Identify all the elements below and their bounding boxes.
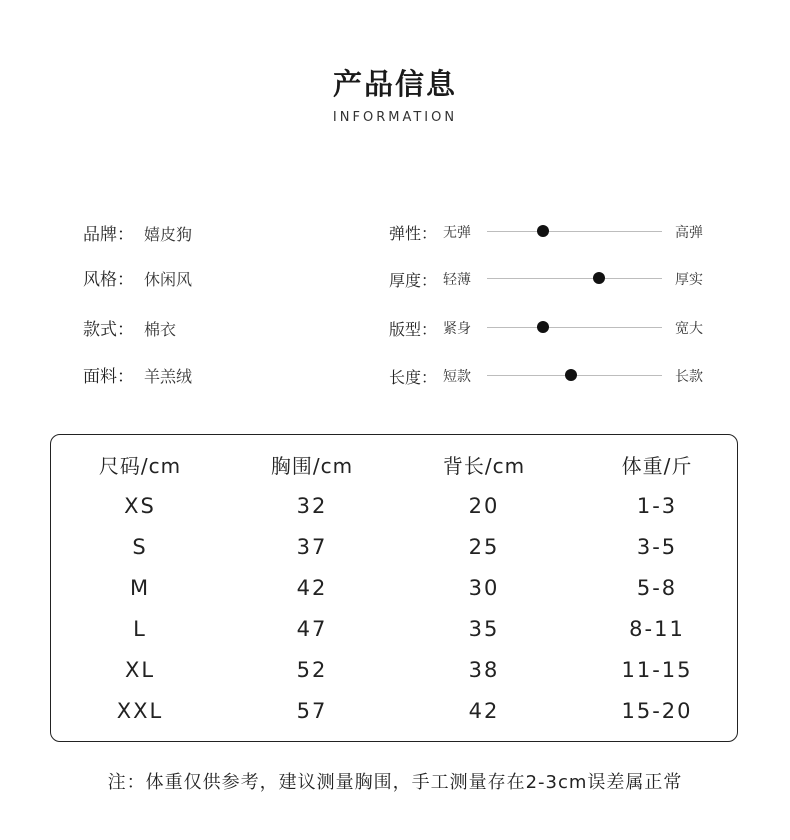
scale-label: 版型： <box>389 320 438 339</box>
table-cell: 57 <box>296 698 328 723</box>
attribute-fabric <box>83 362 192 387</box>
scale-elasticity <box>389 218 719 244</box>
table-cell: S <box>132 534 148 559</box>
table-row <box>54 485 744 526</box>
attribute-key: 风格： <box>83 270 134 290</box>
table-row <box>54 567 744 608</box>
page-title: 产品信息 <box>332 67 457 101</box>
scale-label: 弹性： <box>389 224 438 243</box>
attribute-key: 品牌： <box>83 225 134 245</box>
scale-track <box>487 278 662 279</box>
attribute-type <box>83 315 176 340</box>
attribute-key: 款式： <box>83 320 134 340</box>
table-cell: XXL <box>116 698 164 723</box>
table-row <box>54 608 744 649</box>
scale-high-label: 厚实 <box>675 272 703 288</box>
table-cell: 3-5 <box>636 534 678 559</box>
scale-high-label: 高弹 <box>675 225 703 241</box>
table-cell: 35 <box>468 616 500 641</box>
column-header: 胸围/cm <box>270 454 354 478</box>
scale-marker <box>565 369 577 381</box>
table-row <box>54 690 744 731</box>
table-cell: 5-8 <box>636 575 678 600</box>
scale-label: 厚度： <box>389 271 438 290</box>
table-cell: 42 <box>468 698 500 723</box>
table-cell: 15-20 <box>621 698 693 723</box>
table-cell: 30 <box>468 575 500 600</box>
scale-high-label: 长款 <box>675 369 703 385</box>
attribute-value: 棉衣 <box>144 320 177 339</box>
scale-track <box>487 327 662 328</box>
table-cell: 20 <box>468 493 500 518</box>
scale-marker <box>537 321 549 333</box>
scale-length <box>389 362 719 388</box>
attribute-key: 面料： <box>83 367 134 387</box>
table-cell: 47 <box>296 616 328 641</box>
size-table <box>54 444 744 731</box>
table-cell: XL <box>124 657 156 682</box>
column-header: 尺码/cm <box>98 454 182 478</box>
attribute-style <box>83 265 192 290</box>
table-header-row <box>54 444 744 485</box>
scale-track <box>487 231 662 232</box>
attribute-brand <box>83 220 192 245</box>
table-cell: 32 <box>296 493 328 518</box>
scale-marker <box>593 272 605 284</box>
attribute-value: 休闲风 <box>144 270 193 289</box>
scale-low-label: 短款 <box>443 369 471 385</box>
table-cell: M <box>129 575 151 600</box>
scale-thickness <box>389 265 719 291</box>
table-cell: L <box>133 616 147 641</box>
attribute-value: 羊羔绒 <box>144 367 193 386</box>
scale-low-label: 紧身 <box>443 321 471 337</box>
table-cell: XS <box>124 493 156 518</box>
table-row <box>54 526 744 567</box>
table-cell: 11-15 <box>621 657 693 682</box>
table-cell: 25 <box>468 534 500 559</box>
table-cell: 52 <box>296 657 328 682</box>
measurement-note: 注：体重仅供参考，建议测量胸围，手工测量存在2-3cm误差属正常 <box>107 772 683 793</box>
table-cell: 1-3 <box>636 493 678 518</box>
table-row <box>54 649 744 690</box>
scale-label: 长度： <box>389 368 438 387</box>
page-subtitle: INFORMATION <box>332 110 458 125</box>
table-cell: 42 <box>296 575 328 600</box>
scale-low-label: 无弹 <box>443 225 471 241</box>
scale-high-label: 宽大 <box>675 321 703 337</box>
attribute-value: 嬉皮狗 <box>144 225 193 244</box>
scale-low-label: 轻薄 <box>443 272 471 288</box>
table-cell: 38 <box>468 657 500 682</box>
column-header: 背长/cm <box>442 454 526 478</box>
column-header: 体重/斤 <box>621 454 693 478</box>
scale-fit <box>389 314 719 340</box>
table-cell: 37 <box>296 534 328 559</box>
scale-marker <box>537 225 549 237</box>
table-cell: 8-11 <box>629 616 685 641</box>
